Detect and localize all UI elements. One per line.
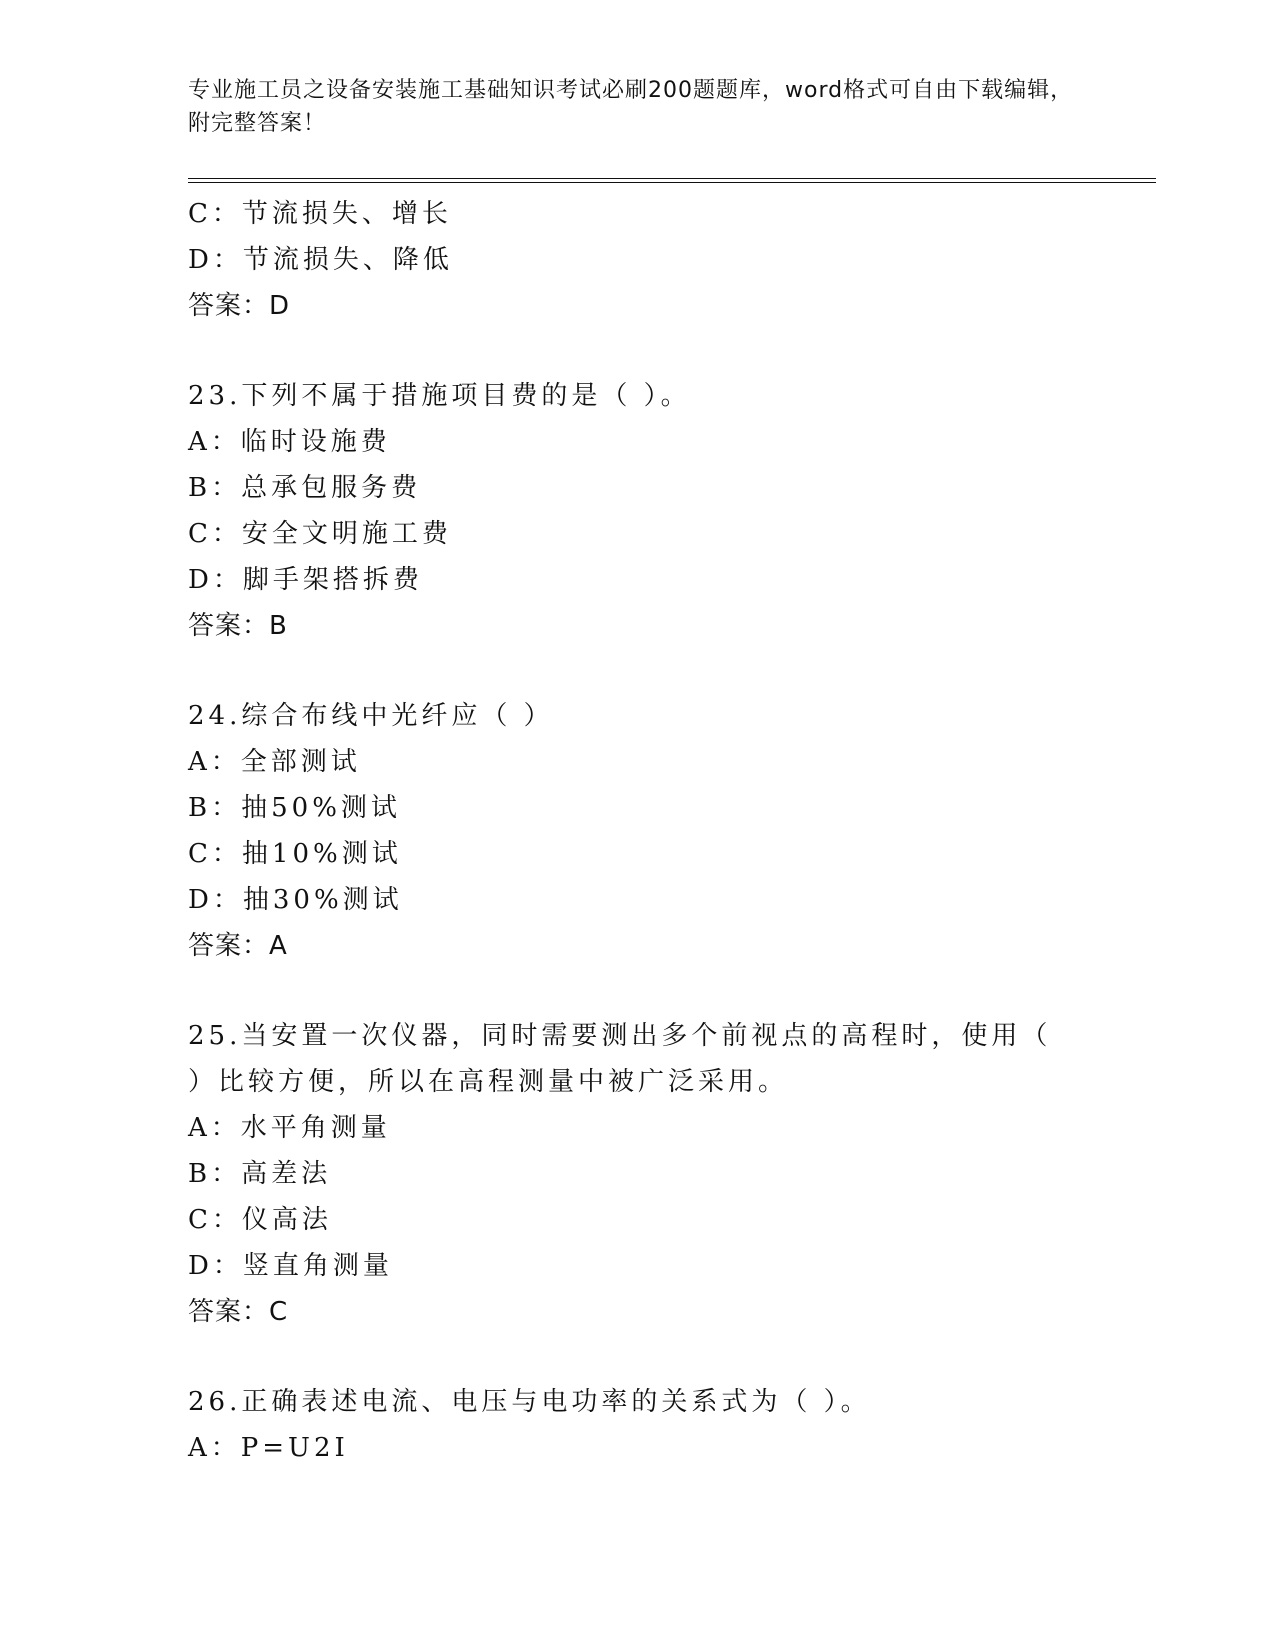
header-title: 专业施工员之设备安装施工基础知识考试必刷200题题库，word格式可自由下载编辑，附完整答案！	[188, 78, 1074, 136]
option-text: 临时设施费	[240, 427, 391, 457]
option-label: B：	[188, 473, 242, 503]
question-22-continued	[188, 191, 1088, 329]
option-b	[188, 1151, 1088, 1197]
option-label: C：	[188, 519, 242, 549]
header-divider	[188, 178, 1156, 183]
option-b	[188, 785, 1088, 831]
question-stem: 25.当安置一次仪器，同时需要测出多个前视点的高程时，使用（ ）比较方便，所以在高程测量中被广泛采用。	[188, 1021, 1052, 1097]
option-label: C：	[188, 1205, 242, 1235]
option-d	[188, 557, 1088, 603]
option-label: B：	[188, 793, 242, 823]
option-d	[188, 1243, 1088, 1289]
option-text: 高差法	[241, 1159, 332, 1189]
question-stem: 23.下列不属于措施项目费的是（ ）。	[188, 381, 691, 411]
question-24	[188, 693, 1088, 969]
answer-line: 答案：D	[188, 291, 291, 321]
option-text: 安全文明施工费	[241, 519, 452, 549]
option-c	[188, 1197, 1088, 1243]
option-c	[188, 831, 1088, 877]
question-stem: 24.综合布线中光纤应（ ）	[188, 701, 554, 731]
option-label: A：	[188, 1113, 241, 1143]
option-d	[188, 877, 1088, 923]
option-label: C：	[188, 199, 242, 229]
option-a	[188, 419, 1088, 465]
question-26	[188, 1379, 1088, 1471]
option-text: 仪高法	[241, 1205, 332, 1235]
option-text: 全部测试	[240, 747, 361, 777]
option-a	[188, 1425, 1088, 1471]
option-d	[188, 237, 1088, 283]
answer-line: 答案：B	[188, 611, 288, 641]
option-text: 脚手架搭拆费	[242, 565, 423, 595]
question-list	[188, 191, 1088, 1471]
option-a	[188, 739, 1088, 785]
option-label: D：	[188, 885, 243, 915]
option-c	[188, 511, 1088, 557]
question-23	[188, 373, 1088, 649]
option-label: D：	[188, 1251, 243, 1281]
answer-line: 答案：A	[188, 931, 288, 961]
option-label: C：	[188, 839, 242, 869]
option-text: 节流损失、增长	[241, 199, 452, 229]
option-label: D：	[188, 565, 243, 595]
option-label: B：	[188, 1159, 242, 1189]
option-b	[188, 465, 1088, 511]
option-text: 节流损失、降低	[242, 245, 453, 275]
page-header	[188, 74, 1088, 140]
option-a	[188, 1105, 1088, 1151]
option-c	[188, 191, 1088, 237]
option-label: D：	[188, 245, 243, 275]
option-text: 抽10%测试	[241, 839, 402, 869]
option-text: P=U2I	[240, 1433, 349, 1463]
option-text: 总承包服务费	[241, 473, 422, 503]
option-text: 竖直角测量	[242, 1251, 393, 1281]
option-label: A：	[188, 427, 241, 457]
option-text: 抽30%测试	[242, 885, 403, 915]
option-label: A：	[188, 747, 241, 777]
question-25	[188, 1013, 1088, 1335]
question-stem: 26.正确表述电流、电压与电功率的关系式为（ ）。	[188, 1387, 871, 1417]
option-label: A：	[188, 1433, 241, 1463]
option-text: 抽50%测试	[241, 793, 401, 823]
answer-line: 答案：C	[188, 1297, 289, 1327]
option-text: 水平角测量	[240, 1113, 391, 1143]
